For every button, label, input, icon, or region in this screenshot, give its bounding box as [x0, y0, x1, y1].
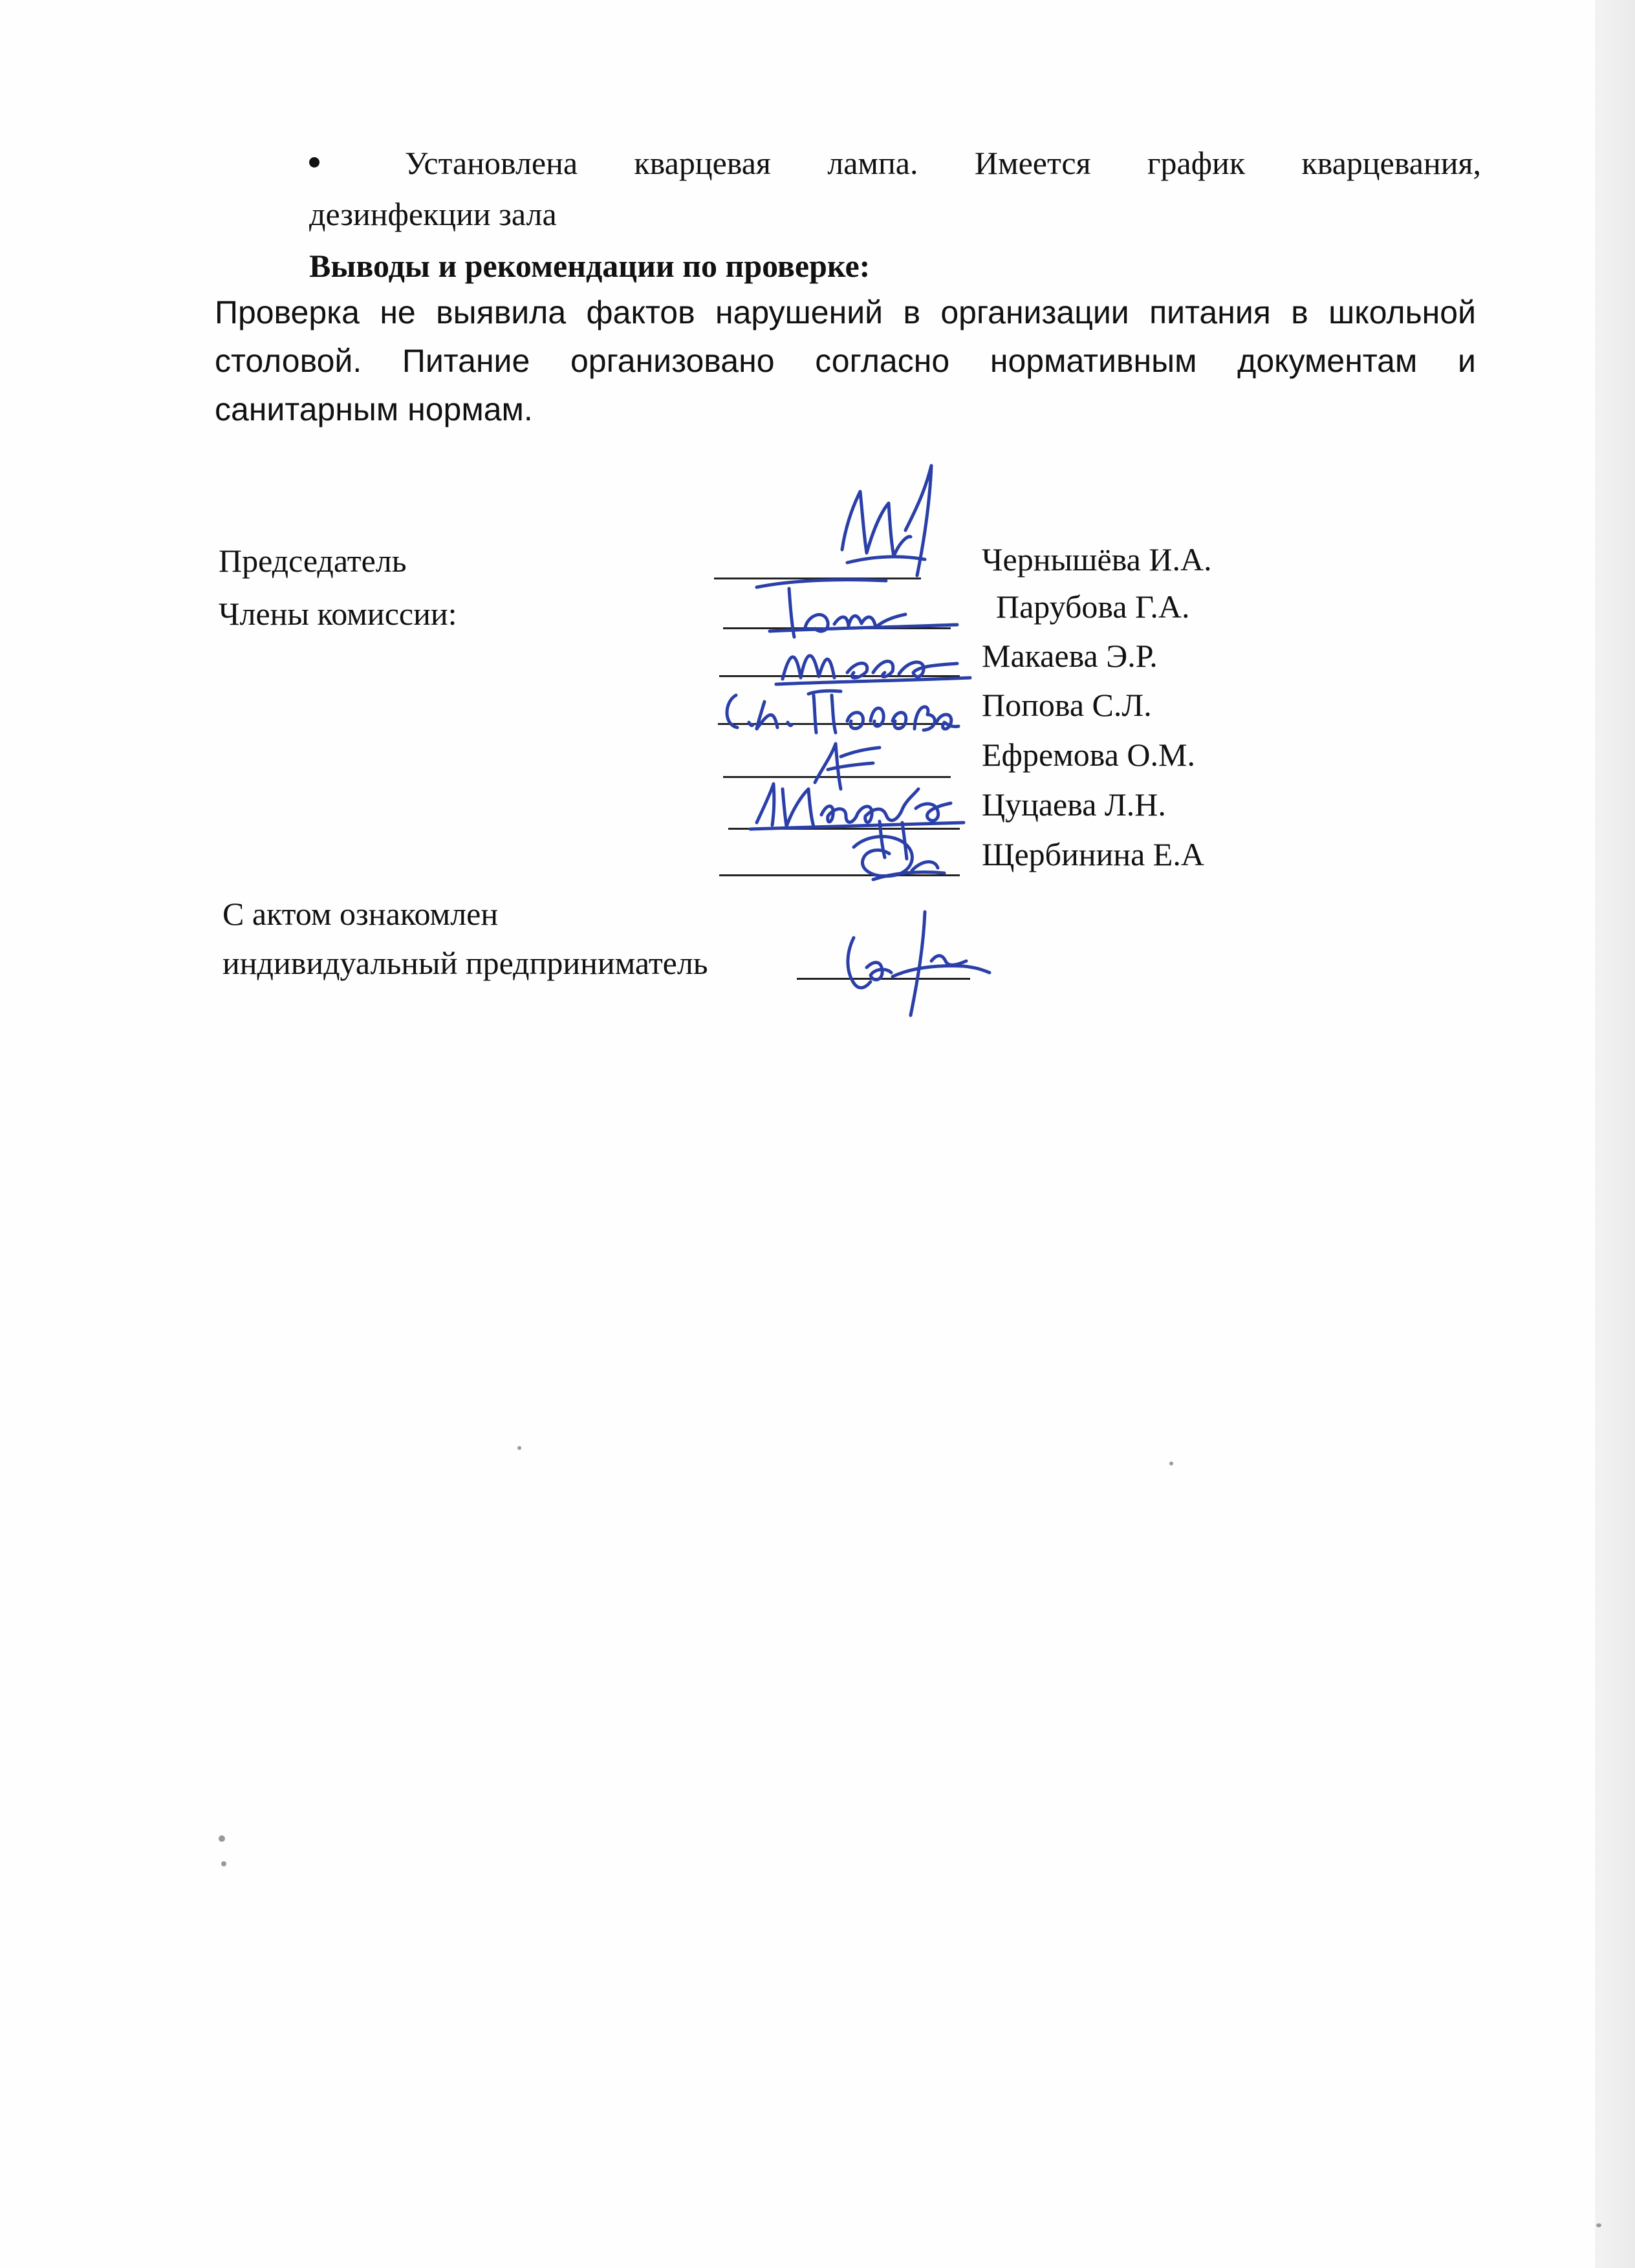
- signatory-name-shcherbinina: Щербинина Е.А: [982, 836, 1204, 872]
- members-label: Члены комиссии:: [219, 596, 457, 632]
- bullet-text-line-2: дезинфекции зала: [309, 196, 557, 232]
- signatory-name-popova: Попова С.Л.: [982, 687, 1152, 723]
- signature-shcherbinina: [834, 808, 964, 892]
- signatory-name-parubova: Парубова Г.А.: [996, 589, 1190, 625]
- signatory-name-efremova: Ефремова О.М.: [982, 737, 1195, 773]
- acquainted-line-2: индивидуальный предприниматель: [222, 945, 708, 981]
- signature-chair: [834, 453, 964, 589]
- conclusion-line-3: санитарным нормам.: [215, 391, 533, 427]
- conclusion-line-1: Проверка не выявила фактов нарушений в организации питания в школьной: [215, 294, 1476, 330]
- scan-edge-shadow: [1595, 0, 1635, 2268]
- scan-speck: [1596, 2223, 1601, 2227]
- conclusions-heading: Выводы и рекомендации по проверке:: [309, 248, 871, 284]
- scan-speck: [1169, 1462, 1173, 1465]
- bullet-icon: [309, 157, 319, 167]
- signatory-name-chernysheva: Чернышёва И.А.: [982, 541, 1212, 578]
- bullet-text-line-1: Установлена кварцевая лампа. Имеется график кварцевания,: [405, 145, 1481, 181]
- acquainted-line-1: С актом ознакомлен: [222, 896, 499, 932]
- signatory-name-makaeva: Макаева Э.Р.: [982, 638, 1158, 674]
- chair-label: Председатель: [219, 543, 407, 579]
- signature-entrepreneur: [828, 905, 996, 1028]
- scan-speck: [221, 1861, 226, 1866]
- signatory-name-tsutsaeva: Цуцаева Л.Н.: [982, 786, 1166, 823]
- conclusion-line-2: столовой. Питание организовано согласно нормативным документам и: [215, 343, 1476, 379]
- scan-speck: [219, 1835, 225, 1842]
- scan-speck: [517, 1446, 521, 1450]
